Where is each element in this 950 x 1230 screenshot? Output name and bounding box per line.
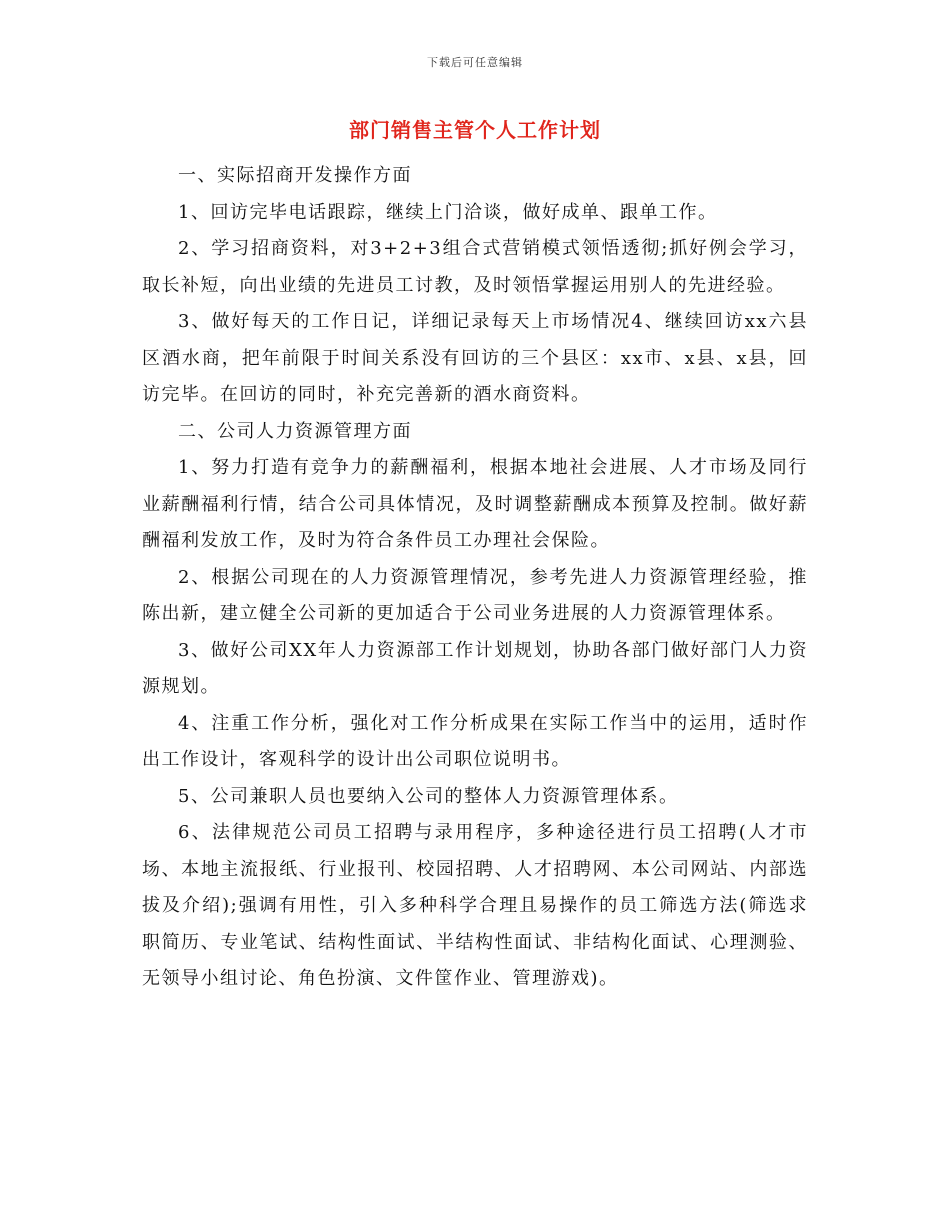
paragraph: 6、法律规范公司员工招聘与录用程序，多种途径进行员工招聘(人才市场、本地主流报纸、行业报刊、校园招聘、人才招聘网、本公司网站、内部选拔及介绍);强调有用性，引入多种科学合理且易操作的员工筛选方法(筛选求职简历、专业笔试、结构性面试、半结构性面试、非结构化面试、心理测验、无领导小组讨论、角色扮演、文件筐作业、管理游戏)。 xyxy=(142,822,808,989)
paragraph: 5、公司兼职人员也要纳入公司的整体人力资源管理体系。 xyxy=(178,785,679,807)
document-body xyxy=(142,158,808,998)
paragraph: 2、学习招商资料，对3+2+3组合式营销模式领悟透彻;抓好例会学习，取长补短，向出业绩的先进员工讨教，及时领悟掌握运用别人的先进经验。 xyxy=(142,238,808,296)
paragraph: 4、注重工作分析，强化对工作分析成果在实际工作当中的运用，适时作出工作设计，客观科学的设计出公司职位说明书。 xyxy=(142,712,808,770)
paragraph: 3、做好每天的工作日记，详细记录每天上市场情况4、继续回访xx六县区酒水商，把年前限于时间关系没有回访的三个县区：xx市、x县、x县，回访完毕。在回访的同时，补充完善新的酒水商资料。 xyxy=(142,311,808,405)
section-heading: 二、公司人力资源管理方面 xyxy=(178,420,412,442)
section-heading: 一、实际招商开发操作方面 xyxy=(178,165,412,186)
document-title: 部门销售主管个人工作计划 xyxy=(349,118,601,142)
paragraph: 1、努力打造有竞争力的薪酬福利，根据本地社会进展、人才市场及同行业薪酬福利行情，结合公司具体情况，及时调整薪酬成本预算及控制。做好薪酬福利发放工作，及时为符合条件员工办理社会保险。 xyxy=(142,457,808,551)
paragraph: 2、根据公司现在的人力资源管理情况，参考先进人力资源管理经验，推陈出新，建立健全公司新的更加适合于公司业务进展的人力资源管理体系。 xyxy=(142,566,808,624)
header-note: 下载后可任意编辑 xyxy=(427,56,523,69)
paragraph: 1、回访完毕电话跟踪，继续上门洽谈，做好成单、跟单工作。 xyxy=(178,201,718,223)
paragraph: 3、做好公司XX年人力资源部工作计划规划，协助各部门做好部门人力资源规划。 xyxy=(142,639,808,697)
